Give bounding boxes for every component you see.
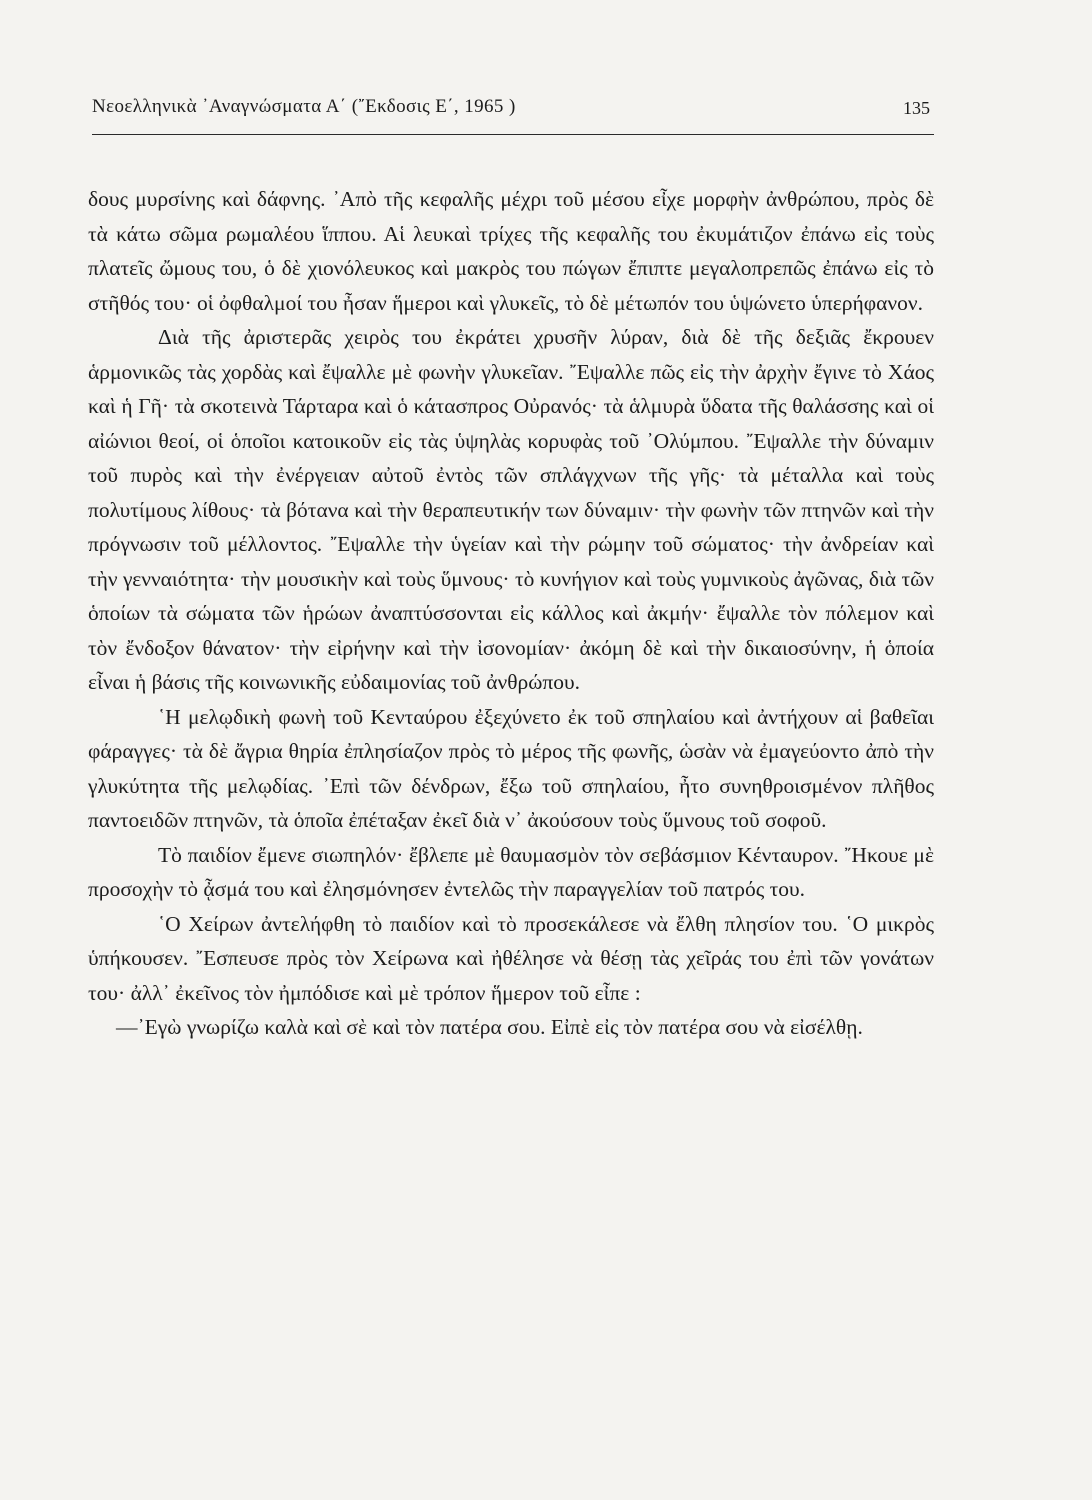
header-title: Νεοελληνικὰ ᾿Αναγνώσματα Α΄ (῎Εκδοσις Ε΄, 1965 ) xyxy=(92,96,516,117)
paragraph-lyre-song: Διὰ τῆς ἀριστερᾶς χειρὸς του ἐκράτει χρυσῆν λύραν, διὰ δὲ τῆς δεξιᾶς ἔκρουεν ἁρμονικῶς τὰς χορδὰς καὶ ἔψαλλε μὲ φωνὴν γλυκεῖαν. ῎Εψαλλε πῶς εἰς τὴν ἀρχὴν ἔγινε τὸ Χάος καὶ ἡ Γῆ· τὰ σκοτεινὰ Τάρταρα καὶ ὁ κάτασπρος Οὐρανός· τὰ ἁλμυρὰ ὕδατα τῆς θαλάσσης καὶ οἱ αἰώνιοι θεοί, οἱ ὁποῖοι κατοικοῦν εἰς τὰς ὑψηλὰς κορυφὰς τοῦ ᾿Ολύμπου. ῎Εψαλλε τὴν δύναμιν τοῦ πυρὸς καὶ τὴν ἐνέργειαν αὐτοῦ ἐντὸς τῶν σπλάγχνων τῆς γῆς· τὰ μέταλλα καὶ τοὺς πολυτίμους λίθους· τὰ βότανα καὶ τὴν θεραπευτικήν των δύναμιν· τὴν φωνὴν τῶν πτηνῶν καὶ τὴν πρόγνωσιν τοῦ μέλλοντος. ῎Εψαλλε τὴν ὑγείαν καὶ τὴν ρώμην τοῦ σώματος· τὴν ἀνδρείαν καὶ τὴν γενναιότητα· τὴν μουσικὴν καὶ τοὺς ὕμνους· τὸ κυνήγιον καὶ τοὺς γυμνικοὺς ἀγῶνας, διὰ τῶν ὁποίων τὰ σώματα τῶν ἡρώων ἀναπτύσσονται εἰς κάλλος καὶ ἀκμήν· ἔψαλλε τὸν πόλεμον καὶ τὸν ἔνδοξον θάνατον· τὴν εἰρήνην καὶ τὴν ἰσονομίαν· ἀκόμη δὲ καὶ τὴν δικαιοσύνην, ἡ ὁποία εἶναι ἡ βάσις τῆς κοινωνικῆς εὐδαιμονίας τοῦ ἀνθρώπου. xyxy=(88,325,934,694)
paragraph-dialogue: —᾿Εγὼ γνωρίζω καλὰ καὶ σὲ καὶ τὸν πατέρα σου. Εἰπὲ εἰς τὸν πατέρα σου νὰ εἰσέλθῃ. xyxy=(116,1015,863,1039)
running-header xyxy=(92,96,934,156)
header-rule xyxy=(92,134,934,135)
page-number: 135 xyxy=(903,98,930,118)
paragraph-continuation: δους μυρσίνης καὶ δάφνης. ᾿Απὸ τῆς κεφαλῆς μέχρι τοῦ μέσου εἶχε μορφὴν ἀνθρώπου, πρὸς δὲ τὰ κάτω σῶμα ρωμαλέου ἵππου. Αἱ λευκαὶ τρίχες τῆς κεφαλῆς του ἐκυμάτιζον ἐπάνω εἰς τοὺς πλατεῖς ὤμους του, ὁ δὲ χιονόλευκος καὶ μακρὸς του πώγων ἔπιπτε μεγαλοπρεπῶς ἐπάνω εἰς τὸ στῆθός του· οἱ ὀφθαλμοί του ἦσαν ἥμεροι καὶ γλυκεῖς, τὸ δὲ μέτωπόν του ὑψώνετο ὑπερήφανον. xyxy=(88,187,934,315)
paragraph-child: Τὸ παιδίον ἔμενε σιωπηλόν· ἔβλεπε μὲ θαυμασμὸν τὸν σεβάσμιον Κένταυρον. ῎Ηκουε μὲ προσοχὴν τὸ ᾆσμά του καὶ ἐλησμόνησεν ἐντελῶς τὴν παραγγελίαν τοῦ πατρός του. xyxy=(88,842,934,901)
paragraph-melody: ῾Η μελῳδικὴ φωνὴ τοῦ Κενταύρου ἐξεχύνετο ἐκ τοῦ σπηλαίου καὶ ἀντήχουν αἱ βαθεῖαι φάραγγες· τὰ δὲ ἄγρια θηρία ἐπλησίαζον πρὸς τὸ μέρος τῆς φωνῆς, ὡσὰν νὰ ἐμαγεύοντο ἀπὸ τὴν γλυκύτητα τῆς μελῳδίας. ᾿Επὶ τῶν δένδρων, ἔξω τοῦ σπηλαίου, ἦτο συνηθροισμένον πλῆθος παντοειδῶν πτηνῶν, τὰ ὁποῖα ἐπέταξαν ἐκεῖ διὰ ν᾿ ἀκούσουν τοὺς ὕμνους τοῦ σοφοῦ. xyxy=(88,704,934,832)
body-text xyxy=(88,182,934,1045)
paragraph-chiron: ῾Ο Χείρων ἀντελήφθη τὸ παιδίον καὶ τὸ προσεκάλεσε νὰ ἔλθη πλησίον του. ῾Ο μικρὸς ὑπήκουσεν. ῎Εσπευσε πρὸς τὸν Χείρωνα καὶ ἠθέλησε νὰ θέσῃ τὰς χεῖράς του ἐπὶ τῶν γονάτων του· ἀλλ᾿ ἐκεῖνος τὸν ἠμπόδισε καὶ μὲ τρόπον ἥμερον τοῦ εἶπε : xyxy=(88,911,934,1005)
